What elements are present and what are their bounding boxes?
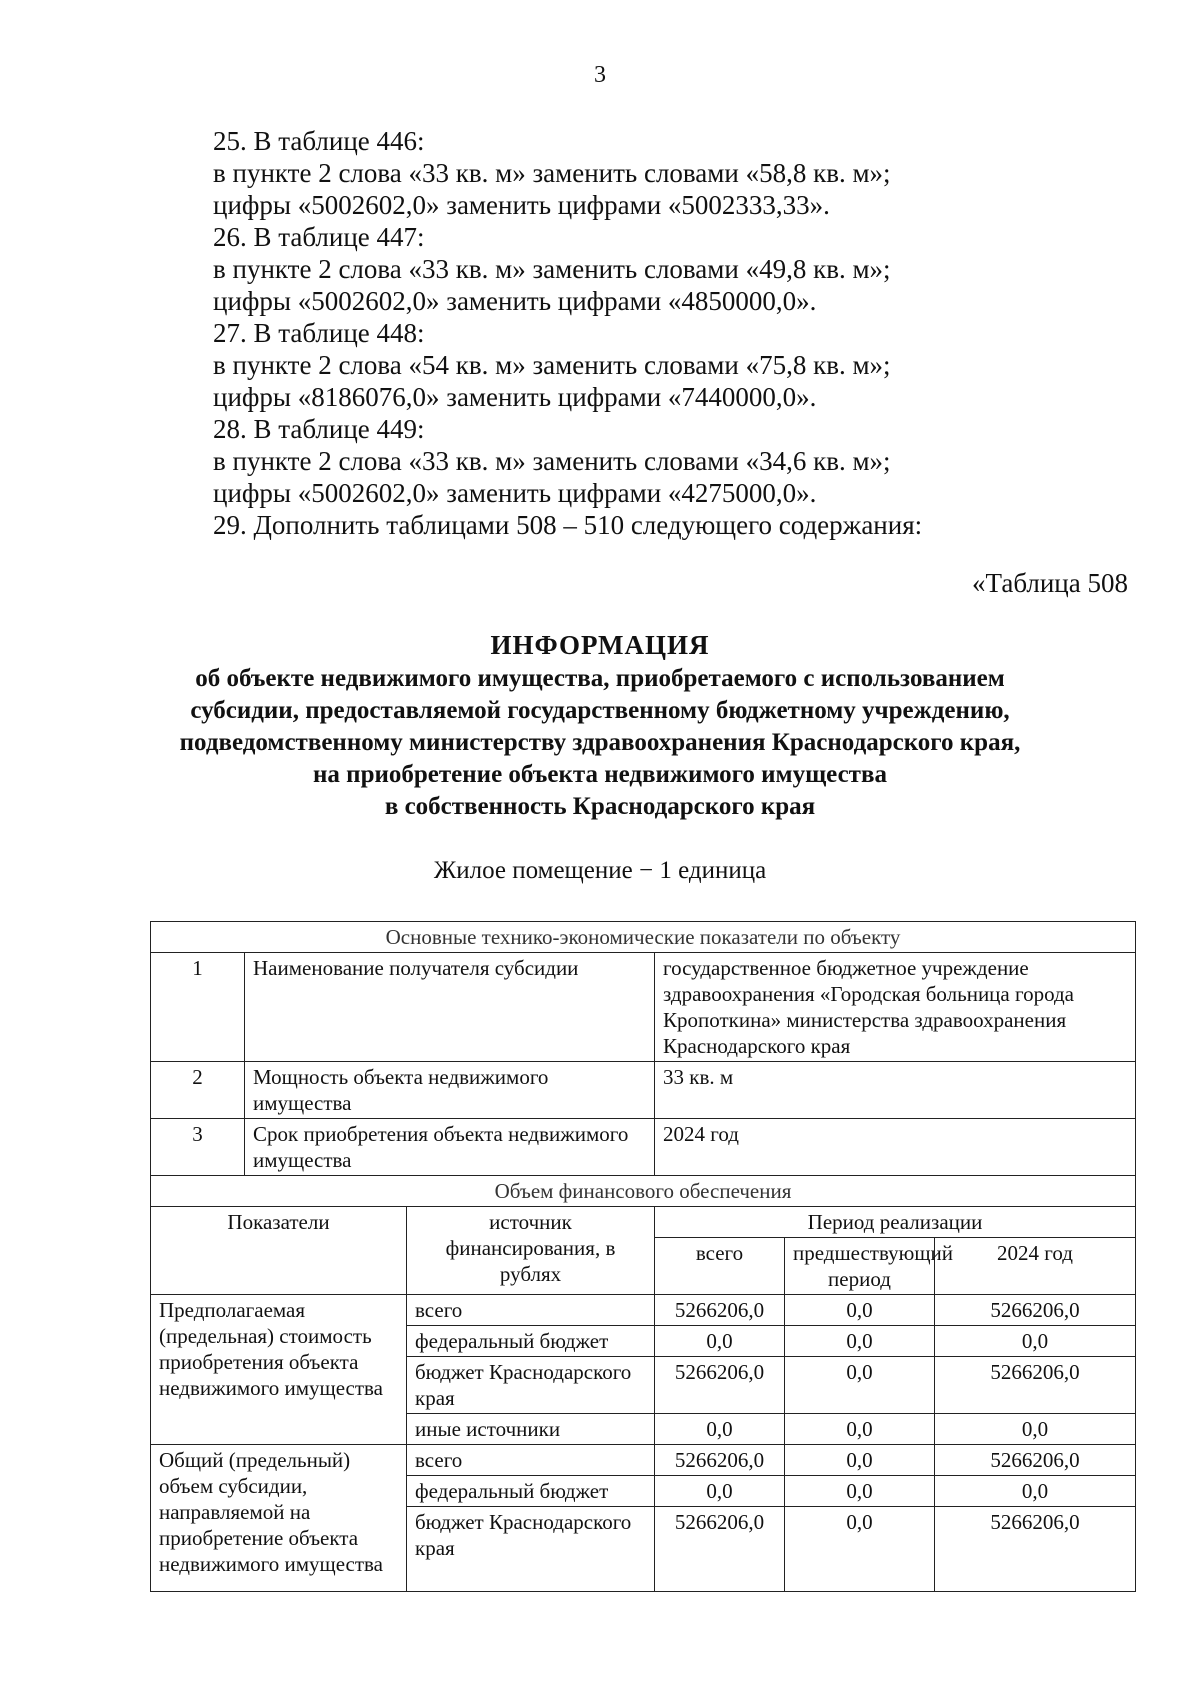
section-title-indicators: Основные технико-экономические показатели по объекту (151, 922, 1136, 953)
previous-cell: 0,0 (785, 1357, 935, 1414)
row-value: 33 кв. м (655, 1062, 1136, 1119)
previous-cell: 0,0 (785, 1326, 935, 1357)
amendment-line: 26. В таблице 447: (213, 222, 425, 252)
page-number: 3 (594, 62, 606, 88)
header-source: источник финансирования, в рублях (407, 1207, 655, 1295)
header-year: 2024 год (935, 1238, 1136, 1295)
source-cell: всего (407, 1295, 655, 1326)
group-label-cost: Предполагаемая (предельная) стоимость приобретения объекта недвижимого имущества (151, 1295, 407, 1445)
row-number: 3 (151, 1119, 245, 1176)
amendment-line: 29. Дополнить таблицами 508 – 510 следующего содержания: (213, 510, 923, 540)
row-value: государственное бюджетное учреждение здравоохранения «Городская больница города Кропоткина» министерства здравоохранения Краснодарского края (655, 953, 1136, 1062)
heading-line: подведомственному министерству здравоохранения Краснодарского края, (179, 729, 1021, 756)
total-cell: 0,0 (655, 1414, 785, 1445)
table-row (151, 953, 1136, 1062)
object-line: Жилое помещение − 1 единица (433, 857, 767, 884)
header-period: Период реализации (655, 1207, 1136, 1238)
heading-line: субсидии, предоставляемой государственному бюджетному учреждению, (190, 697, 1010, 724)
heading-line: в собственность Краснодарского края (384, 793, 816, 820)
table-row (151, 1062, 1136, 1119)
year-cell: 5266206,0 (935, 1295, 1136, 1326)
total-cell: 5266206,0 (655, 1507, 785, 1592)
amendment-line: 28. В таблице 449: (213, 414, 425, 444)
previous-cell: 0,0 (785, 1476, 935, 1507)
source-cell: бюджет Краснодарского края (407, 1507, 655, 1592)
amendment-line: 25. В таблице 446: (213, 126, 425, 156)
amendment-line: цифры «5002602,0» заменить цифрами «4850000,0». (213, 286, 817, 316)
amendment-line: цифры «5002602,0» заменить цифрами «4275000,0». (213, 478, 817, 508)
table-section-row (151, 922, 1136, 953)
row-label: Срок приобретения объекта недвижимого имущества (245, 1119, 655, 1176)
info-table (150, 921, 1136, 1592)
year-cell: 5266206,0 (935, 1507, 1136, 1592)
year-cell: 5266206,0 (935, 1357, 1136, 1414)
header-indicators: Показатели (151, 1207, 407, 1295)
source-cell: иные источники (407, 1414, 655, 1445)
table-caption: «Таблица 508 (972, 568, 1128, 598)
year-cell: 5266206,0 (935, 1445, 1136, 1476)
document-heading (60, 627, 1140, 823)
table-header-row (151, 1207, 1136, 1238)
total-cell: 0,0 (655, 1326, 785, 1357)
source-cell: федеральный бюджет (407, 1476, 655, 1507)
header-previous: предшествующий период (785, 1238, 935, 1295)
source-cell: федеральный бюджет (407, 1326, 655, 1357)
table-section-row (151, 1176, 1136, 1207)
amendment-line: 27. В таблице 448: (213, 318, 425, 348)
year-cell: 0,0 (935, 1476, 1136, 1507)
source-cell: бюджет Краснодарского края (407, 1357, 655, 1414)
heading-line: об объекте недвижимого имущества, приобретаемого с использованием (195, 665, 1005, 692)
total-cell: 5266206,0 (655, 1445, 785, 1476)
header-total: всего (655, 1238, 785, 1295)
row-number: 2 (151, 1062, 245, 1119)
row-label: Наименование получателя субсидии (245, 953, 655, 1062)
table-row (151, 1445, 1136, 1476)
previous-cell: 0,0 (785, 1507, 935, 1592)
heading-title: ИНФОРМАЦИЯ (490, 630, 710, 660)
table-row (151, 1295, 1136, 1326)
year-cell: 0,0 (935, 1414, 1136, 1445)
row-number: 1 (151, 953, 245, 1062)
row-value: 2024 год (655, 1119, 1136, 1176)
total-cell: 5266206,0 (655, 1357, 785, 1414)
amendments-list (213, 125, 1113, 541)
amendment-line: в пункте 2 слова «33 кв. м» заменить словами «49,8 кв. м»; (213, 254, 891, 284)
section-title-finance: Объем финансового обеспечения (151, 1176, 1136, 1207)
amendment-line: в пункте 2 слова «33 кв. м» заменить словами «34,6 кв. м»; (213, 446, 891, 476)
total-cell: 5266206,0 (655, 1295, 785, 1326)
previous-cell: 0,0 (785, 1414, 935, 1445)
amendment-line: цифры «8186076,0» заменить цифрами «7440000,0». (213, 382, 817, 412)
previous-cell: 0,0 (785, 1295, 935, 1326)
table-row (151, 1119, 1136, 1176)
heading-line: на приобретение объекта недвижимого имущества (313, 761, 887, 788)
amendment-line: в пункте 2 слова «33 кв. м» заменить словами «58,8 кв. м»; (213, 158, 891, 188)
year-cell: 0,0 (935, 1326, 1136, 1357)
group-label-subsidy: Общий (предельный) объем субсидии, направляемой на приобретение объекта недвижимого имущества (151, 1445, 407, 1592)
row-label: Мощность объекта недвижимого имущества (245, 1062, 655, 1119)
previous-cell: 0,0 (785, 1445, 935, 1476)
amendment-line: в пункте 2 слова «54 кв. м» заменить словами «75,8 кв. м»; (213, 350, 891, 380)
source-cell: всего (407, 1445, 655, 1476)
total-cell: 0,0 (655, 1476, 785, 1507)
amendment-line: цифры «5002602,0» заменить цифрами «5002333,33». (213, 190, 830, 220)
